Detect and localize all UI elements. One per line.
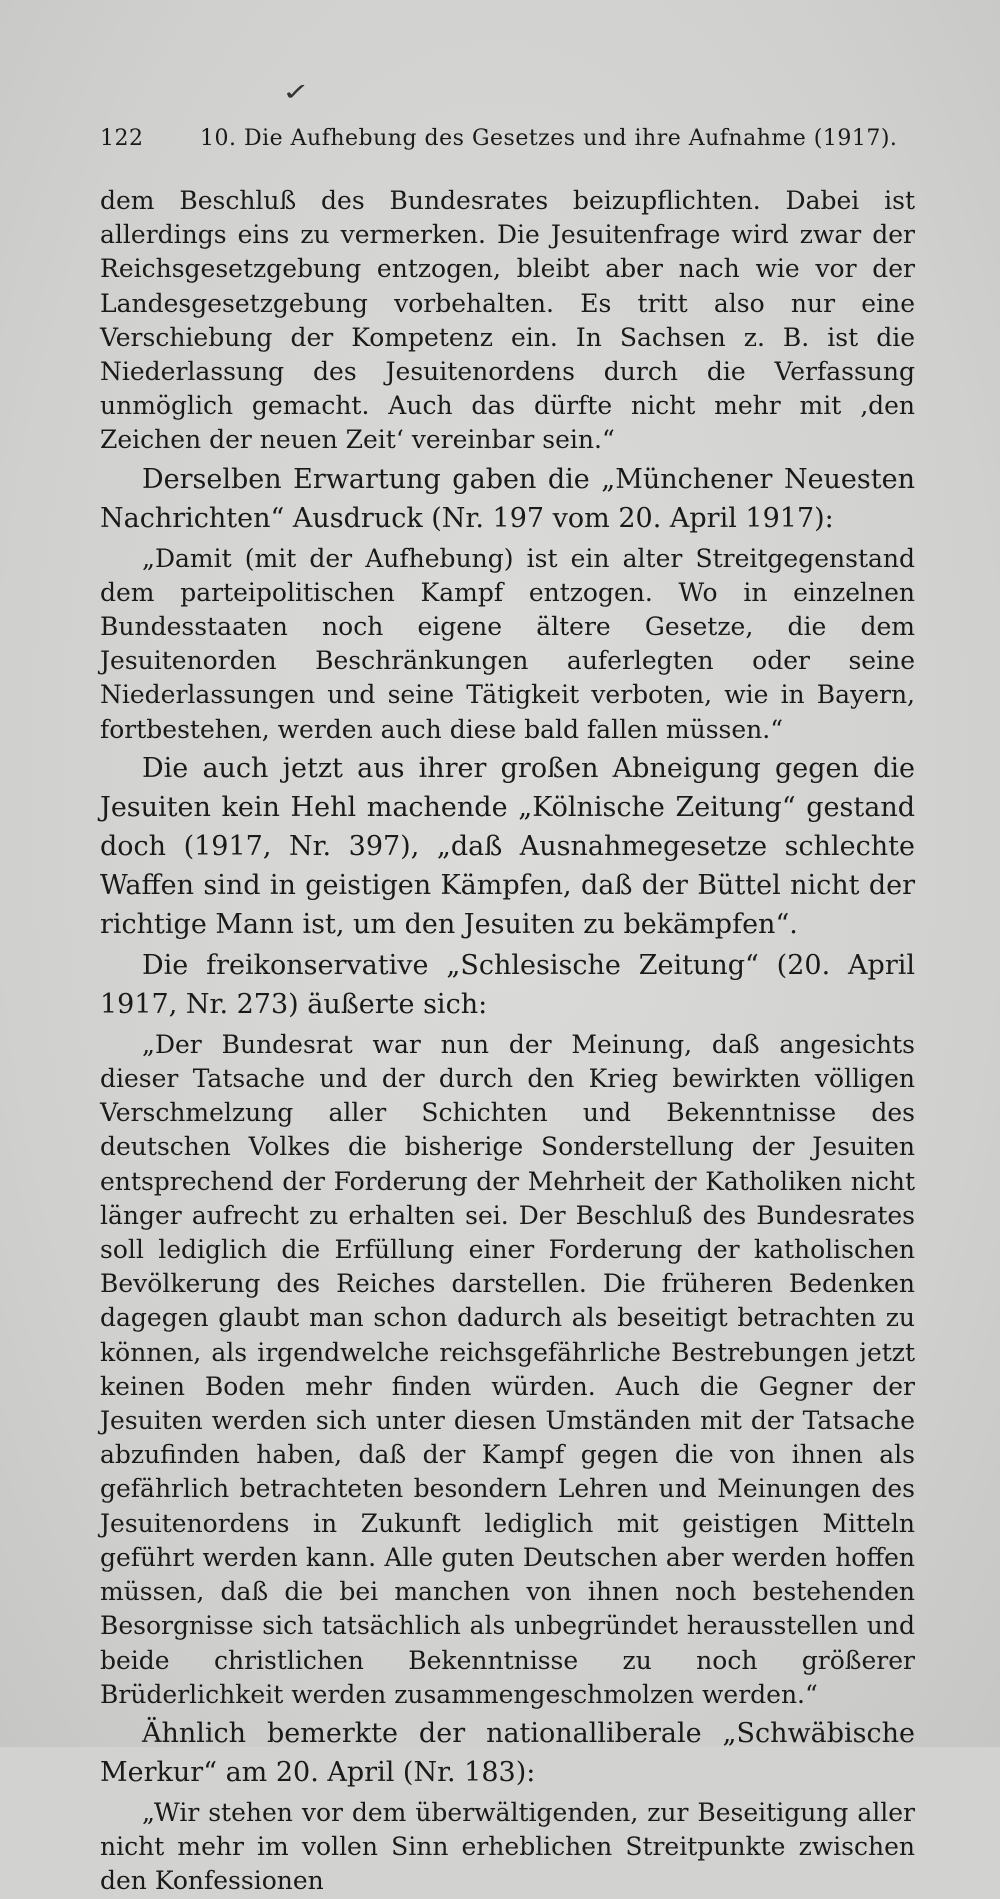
page-number: 122 (100, 126, 144, 151)
running-header (100, 126, 920, 151)
pencil-checkmark: ✓ (281, 78, 311, 106)
paragraph-quote-continuation: dem Beschluß des Bundesrates beizupflichten. Dabei ist allerdings eins zu vermerken. Die Jesuitenfrage wird zwar der Reichsgesetzgebung entzogen, bleibt aber nach wie vor der Landesgesetzgebung vorbehalten. Es tritt also nur eine Verschiebung der Kompetenz ein. In Sachsen z. B. ist die Niederlassung des Jesuitenordens durch die Verfassung unmöglich gemacht. Auch das dürfte nicht mehr mit ‚den Zeichen der neuen Zeit‘ vereinbar sein.“ (100, 186, 915, 455)
paragraph-muenchener: Derselben Erwartung gaben die „Münchener Neuesten Nachrichten“ Ausdruck (Nr. 197 vom 20. April 1917): (100, 463, 915, 534)
paragraph-schwaebische: Ähnlich bemerkte der nationalliberale „Schwäbische Merkur“ am 20. April (Nr. 183): (100, 1717, 915, 1788)
paragraph-quote-muenchener: „Damit (mit der Aufhebung) ist ein alter Streitgegenstand dem parteipolitischen Kampf entzogen. Wo in einzelnen Bundesstaaten noch eigene ältere Gesetze, die dem Jesuitenorden Beschränkungen auferlegten oder seine Niederlassungen und seine Tätigkeit verboten, wie in Bayern, fortbestehen, werden auch diese bald fallen müssen.“ (100, 543, 915, 744)
paragraph-koelnische: Die auch jetzt aus ihrer großen Abneigung gegen die Jesuiten kein Hehl machende „Kölnische Zeitung“ gestand doch (1917, Nr. 397), „daß Ausnahmegesetze schlechte Waffen sind in geistigen Kämpfen, daß der Büttel nicht der richtige Mann ist, um den Jesuiten zu bekämpfen“. (100, 752, 915, 940)
paragraph-quote-schwaebische: „Wir stehen vor dem überwältigenden, zur Beseitigung aller nicht mehr im vollen Sinn erheblichen Streitpunkte zwischen den Konfessionen (100, 1797, 915, 1896)
paragraph-quote-schlesische: „Der Bundesrat war nun der Meinung, daß angesichts dieser Tatsache und der durch den Krieg bewirkten völligen Verschmelzung aller Schichten und Bekenntnisse des deutschen Volkes die bisherige Sonderstellung der Jesuiten entsprechend der Forderung der Mehrheit der Katholiken nicht länger aufrecht zu erhalten sei. Der Beschluß des Bundesrates soll lediglich die Erfüllung einer Forderung der katholischen Bevölkerung des Reiches darstellen. Die früheren Bedenken dagegen glaubt man schon dadurch als beseitigt betrachten zu können, als irgendwelche reichsgefährliche Bestrebungen jetzt keinen Boden mehr finden würden. Auch die Gegner der Jesuiten werden sich unter diesen Umständen mit der Tatsache abzufinden haben, daß der Kampf gegen die von ihnen als gefährlich betrachteten besondern Lehren und Meinungen des Jesuitenordens in Zukunft lediglich mit geistigen Mitteln geführt werden kann. Alle guten Deutschen aber werden hoffen müssen, daß die bei manchen von ihnen noch bestehenden Besorgnisse sich tatsächlich als unbegründet herausstellen und beide christlichen Bekenntnisse zu noch größerer Brüderlichkeit werden zusammengeschmolzen werden.“ (100, 1029, 915, 1709)
running-title: 10. Die Aufhebung des Gesetzes und ihre Aufnahme (1917). (200, 126, 898, 151)
page-body (100, 180, 915, 1899)
paragraph-schlesische: Die freikonservative „Schlesische Zeitung“ (20. April 1917, Nr. 273) äußerte sich: (100, 949, 915, 1020)
